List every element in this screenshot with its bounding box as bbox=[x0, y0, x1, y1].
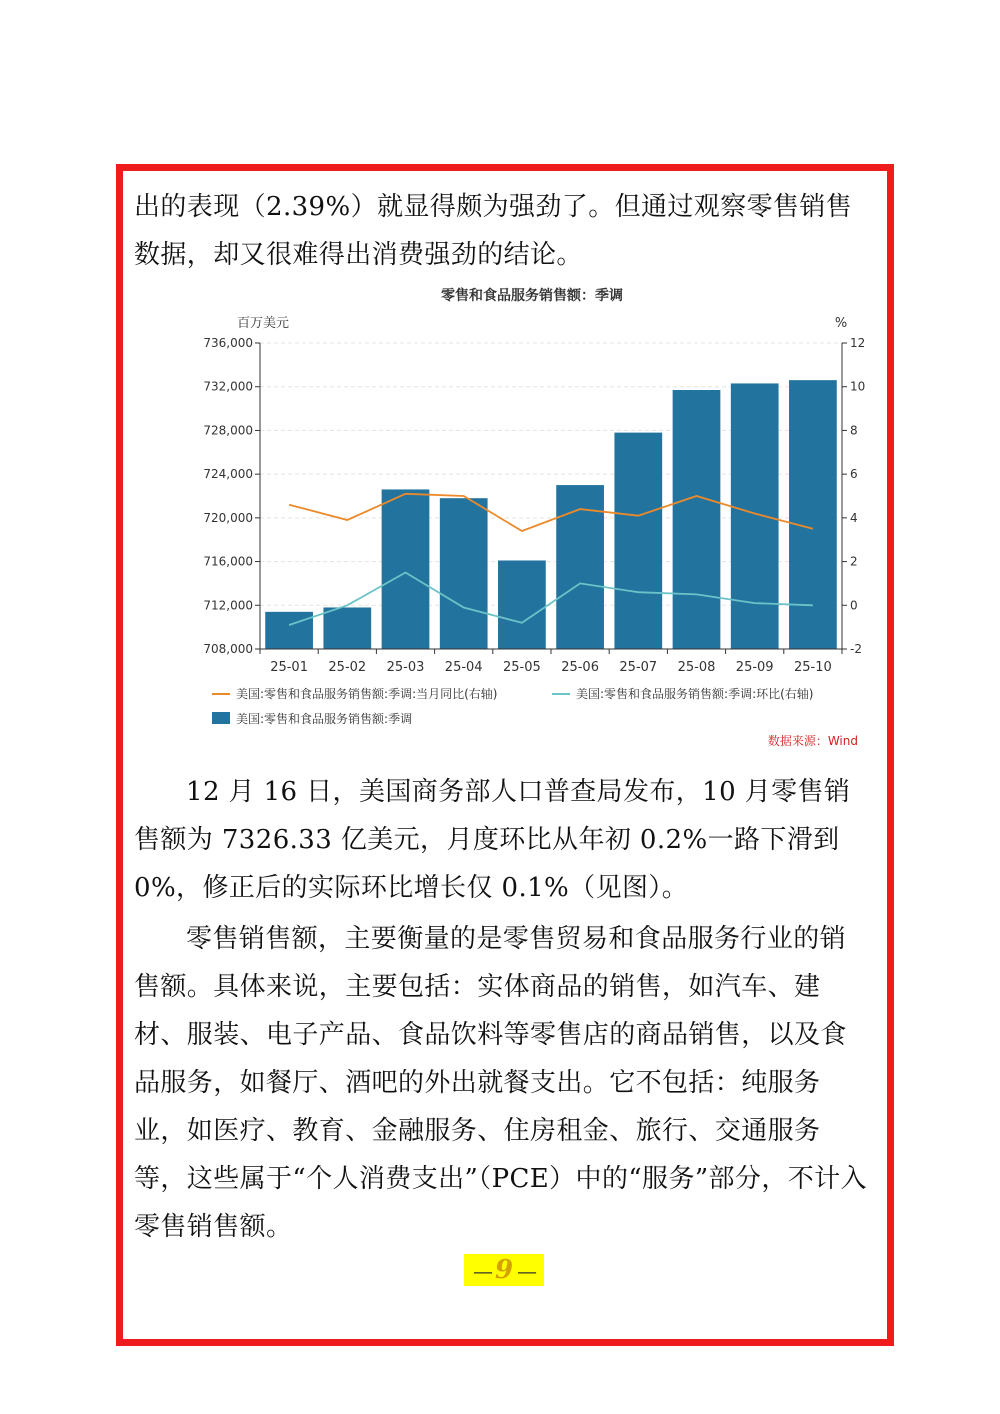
left-tick-label: 712,000 bbox=[203, 598, 253, 613]
right-tick-label: 12 bbox=[850, 336, 866, 350]
bar bbox=[673, 390, 721, 649]
x-tick-label: 25-05 bbox=[503, 660, 541, 675]
bar bbox=[382, 489, 430, 649]
x-tick-label: 25-04 bbox=[444, 660, 483, 675]
bar bbox=[789, 380, 837, 649]
x-tick-label: 25-06 bbox=[561, 660, 599, 675]
right-axis-unit: % bbox=[834, 316, 848, 331]
x-tick-label: 25-10 bbox=[794, 660, 832, 675]
legend-label-mom: 美国:零售和食品服务销售额:季调:环比(右轴) bbox=[576, 687, 814, 701]
paragraph-3-text: 零售销售额，主要衡量的是零售贸易和食品服务行业的销售额。具体来说，主要包括：实体商品的销售，如汽车、建材、服装、电子产品、食品饮料等零售店的商品销售，以及食品服务，如餐厅、酒吧的外出就餐支出。它不包括：纯服务业，如医疗、教育、金融服务、住房租金、旅行、交通服务等，这些属于“个人消费支出”（PCE）中的“服务”部分，不计入零售销售额。 bbox=[134, 924, 867, 1242]
paragraph-3 bbox=[134, 915, 870, 1251]
left-axis-unit: 百万美元 bbox=[236, 316, 290, 331]
bar bbox=[440, 498, 488, 649]
right-tick-label: 6 bbox=[850, 467, 858, 482]
legend-label-level: 美国:零售和食品服务销售额:季调 bbox=[236, 712, 413, 726]
legend-swatch-level bbox=[212, 712, 230, 724]
left-tick-label: 728,000 bbox=[203, 423, 253, 438]
left-tick-label: 720,000 bbox=[203, 510, 253, 525]
data-source-note: 数据来源：Wind bbox=[767, 734, 858, 748]
page-number-dash-left: — bbox=[472, 1259, 491, 1283]
x-tick-label: 25-02 bbox=[328, 660, 367, 675]
paragraph-2 bbox=[134, 768, 870, 912]
bar-series bbox=[265, 380, 837, 649]
legend bbox=[212, 686, 814, 726]
x-tick-label: 25-03 bbox=[386, 660, 425, 675]
left-tick-label: 724,000 bbox=[203, 467, 253, 482]
page-number-badge bbox=[464, 1254, 544, 1286]
left-tick-label: 708,000 bbox=[203, 642, 253, 656]
bar bbox=[265, 612, 313, 649]
page-number: 9 bbox=[494, 1255, 514, 1285]
right-tick-label: 10 bbox=[850, 379, 866, 394]
x-tick-label: 25-09 bbox=[735, 660, 774, 675]
bar bbox=[498, 560, 546, 649]
bar bbox=[323, 607, 371, 649]
retail-sales-chart bbox=[170, 276, 870, 756]
right-tick-label: 8 bbox=[850, 423, 858, 438]
left-tick-label: 736,000 bbox=[203, 336, 253, 350]
left-tick-label: 716,000 bbox=[203, 554, 253, 569]
left-tick-label: 732,000 bbox=[203, 379, 253, 394]
x-tick-label: 25-01 bbox=[270, 660, 308, 675]
paragraph-2-text: 12 月 16 日，美国商务部人口普查局发布，10 月零售销售额为 7326.33 亿美元，月度环比从年初 0.2%一路下滑到 0%，修正后的实际环比增长仅 0.1%（见图）。 bbox=[134, 777, 851, 903]
x-tick-label: 25-08 bbox=[677, 660, 716, 675]
chart-title: 零售和食品服务销售额：季调 bbox=[441, 288, 623, 304]
right-tick-label: 0 bbox=[850, 598, 858, 613]
x-tick-label: 25-07 bbox=[619, 660, 658, 675]
right-tick-label: 4 bbox=[850, 510, 858, 525]
page-number-dash-right: — bbox=[517, 1259, 536, 1283]
right-tick-label: -2 bbox=[850, 642, 862, 656]
legend-label-yoy: 美国:零售和食品服务销售额:季调:当月同比(右轴) bbox=[236, 687, 498, 701]
paragraph-1: 出的表现（2.39%）就显得颇为强劲了。但通过观察零售销售数据，却又很难得出消费强劲的结论。 bbox=[134, 192, 853, 270]
bar bbox=[731, 383, 779, 649]
bar bbox=[614, 433, 662, 649]
right-tick-label: 2 bbox=[850, 554, 858, 569]
